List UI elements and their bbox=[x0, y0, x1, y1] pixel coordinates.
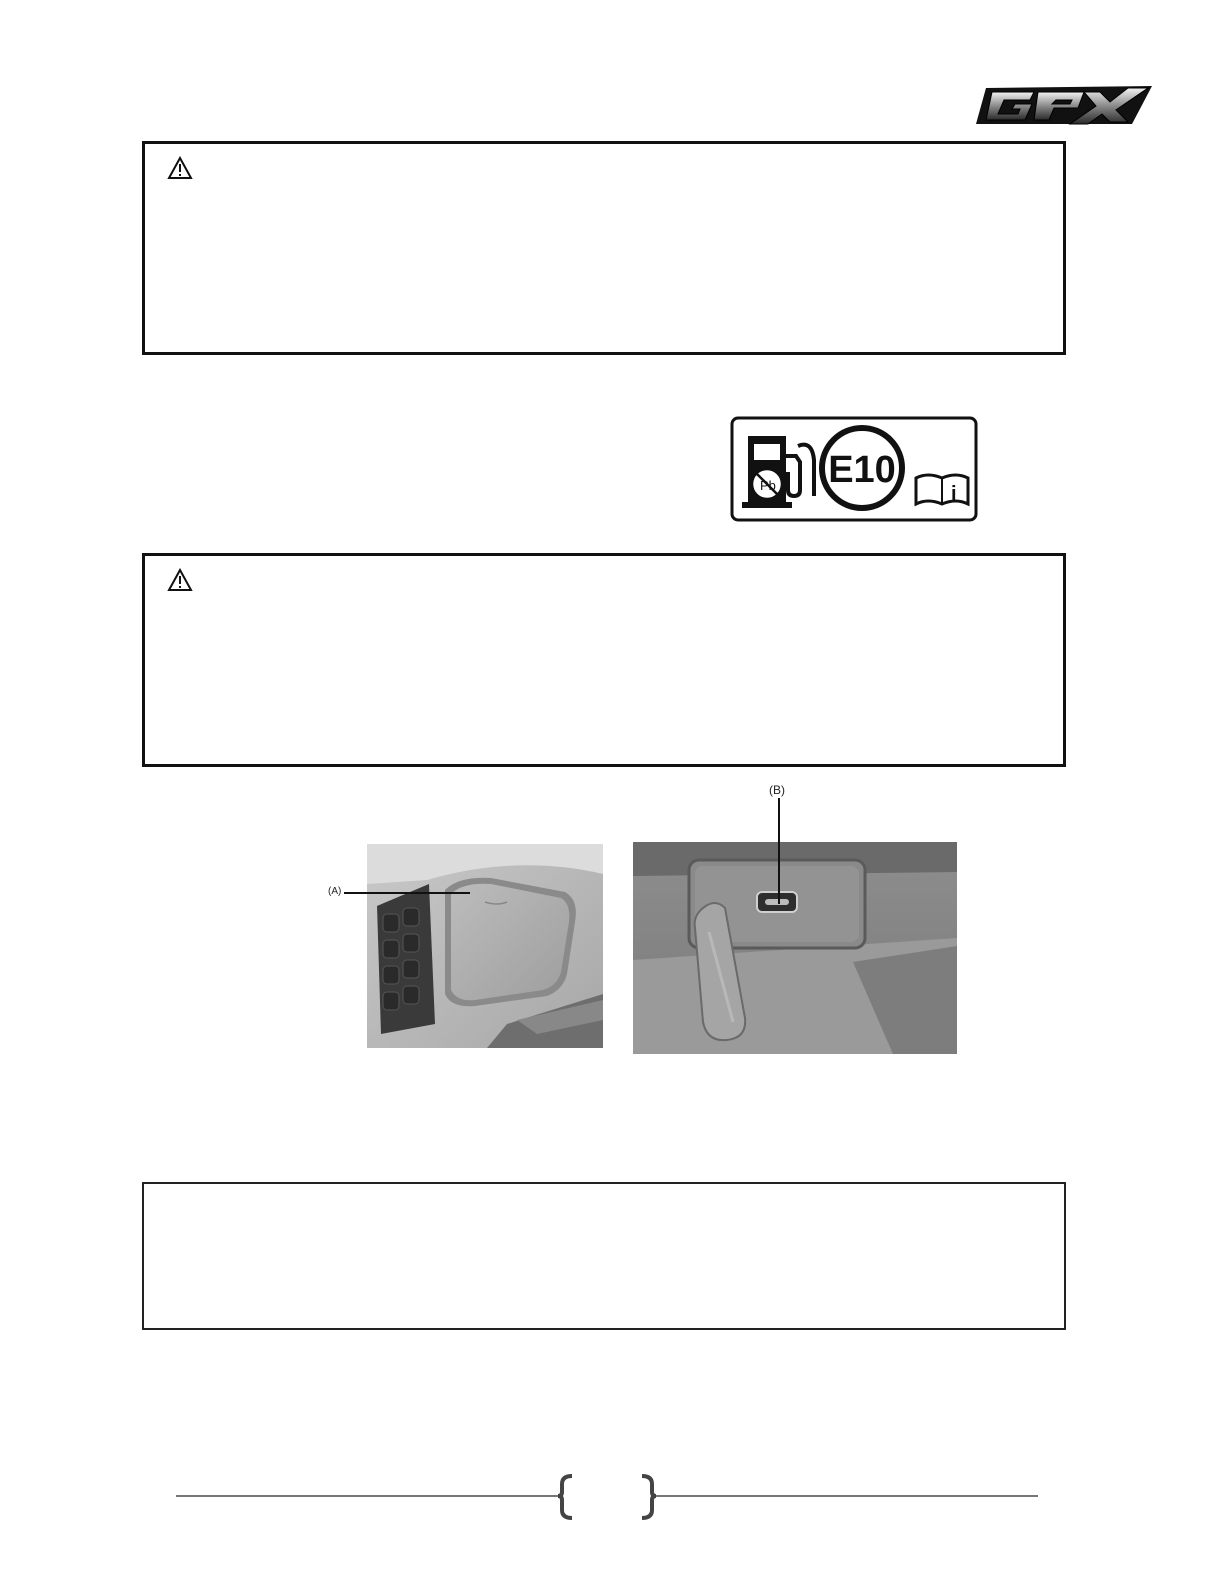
e10-circle-icon bbox=[822, 428, 902, 508]
usb-port-photo bbox=[633, 842, 957, 1054]
warning-box bbox=[142, 141, 1066, 355]
svg-text:Pb: Pb bbox=[760, 478, 776, 493]
warning-box bbox=[142, 553, 1066, 767]
callout-label-a: (A) bbox=[328, 886, 342, 897]
callout-leader-line bbox=[778, 798, 780, 904]
warning-triangle-icon bbox=[167, 568, 193, 592]
note-box bbox=[142, 1182, 1066, 1330]
fuel-type-label bbox=[730, 416, 978, 522]
svg-text:E10: E10 bbox=[828, 449, 896, 491]
manual-book-icon bbox=[916, 475, 968, 505]
callout-label-b: (B) bbox=[769, 783, 785, 797]
page-footer bbox=[176, 1472, 1038, 1522]
callout-leader-line bbox=[344, 892, 470, 894]
svg-text:i: i bbox=[951, 483, 957, 505]
gpx-logo bbox=[972, 82, 1156, 128]
fuel-cap-photo bbox=[367, 844, 603, 1048]
warning-triangle-icon bbox=[167, 156, 193, 180]
